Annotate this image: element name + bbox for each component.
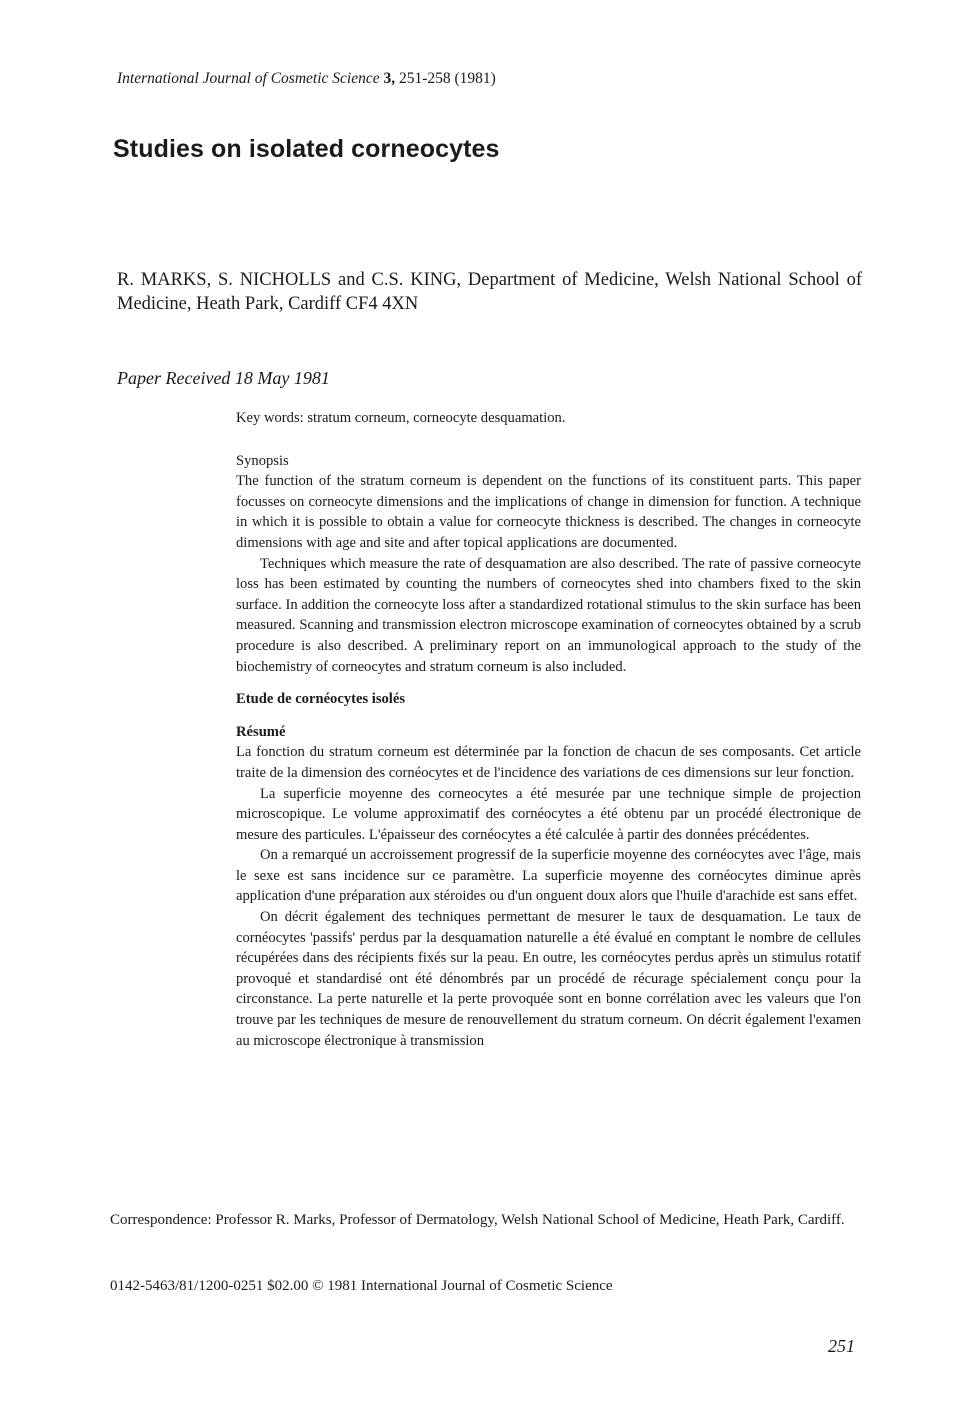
- synopsis-heading: Synopsis: [236, 452, 289, 469]
- article-title: Studies on isolated corneocytes: [113, 135, 500, 163]
- copyright-line: 0142-5463/81/1200-0251 $02.00 © 1981 International Journal of Cosmetic Science: [110, 1278, 613, 1294]
- french-title: Etude de cornéocytes isolés: [236, 691, 406, 708]
- authors-affiliation: R. MARKS, S. NICHOLLS and C.S. KING, Department of Medicine, Welsh National School of Medicine, Heath Park, Cardiff CF4 4XN: [117, 270, 862, 314]
- received-date: Paper Received 18 May 1981: [117, 368, 330, 388]
- journal-citation: [117, 70, 496, 88]
- resume-paragraph: La superficie moyenne des corneocytes a été mesurée par une technique simple de projection microscopique. Le volume approximatif des cornéocytes a été obtenu par un procédé électronique de mesure des particules. L'épaisseur des cornéocytes a été calculée à partir des données précédentes.: [236, 785, 861, 843]
- synopsis-paragraph: The function of the stratum corneum is dependent on the functions of its constituent parts. This paper focusses on corneocyte dimensions and the implications of change in dimension for function. A technique in which it is possible to obtain a value for corneocyte thickness is described. The changes in corneocyte dimensions with age and site and after topical applications are documented.: [236, 473, 861, 551]
- abstract-column: [236, 408, 861, 1051]
- resume-heading: Résumé: [236, 723, 286, 740]
- synopsis-paragraph: Techniques which measure the rate of desquamation are also described. The rate of passive corneocyte loss has been estimated by counting the numbers of corneocytes shed into chambers fixed to the skin surface. In addition the corneocyte loss after a standardized rotational stimulus to the skin surface has been measured. Scanning and transmission electron microscope examination of corneocytes obtained by a scrub procedure is also described. A preliminary report on an immunological approach to the study of the biochemistry of corneocytes and stratum corneum is also included.: [236, 555, 861, 675]
- keywords: [236, 408, 861, 429]
- journal-volume: 3,: [383, 70, 396, 87]
- resume-paragraph: On a remarqué un accroissement progressif de la superficie moyenne des cornéocytes avec l'âge, mais le sexe est sans incidence sur ce paramètre. La superficie moyenne des cornéocytes diminue après application d'une préparation aux stéroides ou d'un onguent doux alors que l'huile d'arachide est sans effet.: [236, 847, 861, 905]
- keywords-label: Key words:: [236, 410, 304, 426]
- correspondence-note: Correspondence: Professor R. Marks, Professor of Dermatology, Welsh National School of Medicine, Heath Park, Cardiff.: [110, 1212, 845, 1228]
- journal-pages-year: 251-258 (1981): [398, 70, 496, 87]
- keywords-text: stratum corneum, corneocyte desquamation.: [307, 410, 566, 426]
- page-number: 251: [828, 1336, 855, 1356]
- resume-paragraph: On décrit également des techniques permettant de mesurer le taux de desquamation. Le taux de cornéocytes 'passifs' perdus par la desquamation naturelle a été évalué en comptant le nombre de cellules récupérées dans des récipients fixés sur la peau. En outre, les cornéocytes perdus après un stimulus rotatif provoqué et standardisé ont été dénombrés par un procédé de récurage spécialement conçu pour la circonstance. La perte naturelle et la perte provoquée sont en bonne corrélation avec les valeurs que l'on trouve par les techniques de mesure de renouvellement du stratum corneum. On décrit également l'examen au microscope électronique à transmission: [236, 909, 861, 1049]
- journal-name: International Journal of Cosmetic Science: [117, 70, 380, 87]
- resume-paragraph: La fonction du stratum corneum est déterminée par la fonction de chacun de ses composants. Cet article traite de la dimension des cornéocytes et de l'incidence des variations de ces dimensions sur leur fonction.: [236, 744, 861, 781]
